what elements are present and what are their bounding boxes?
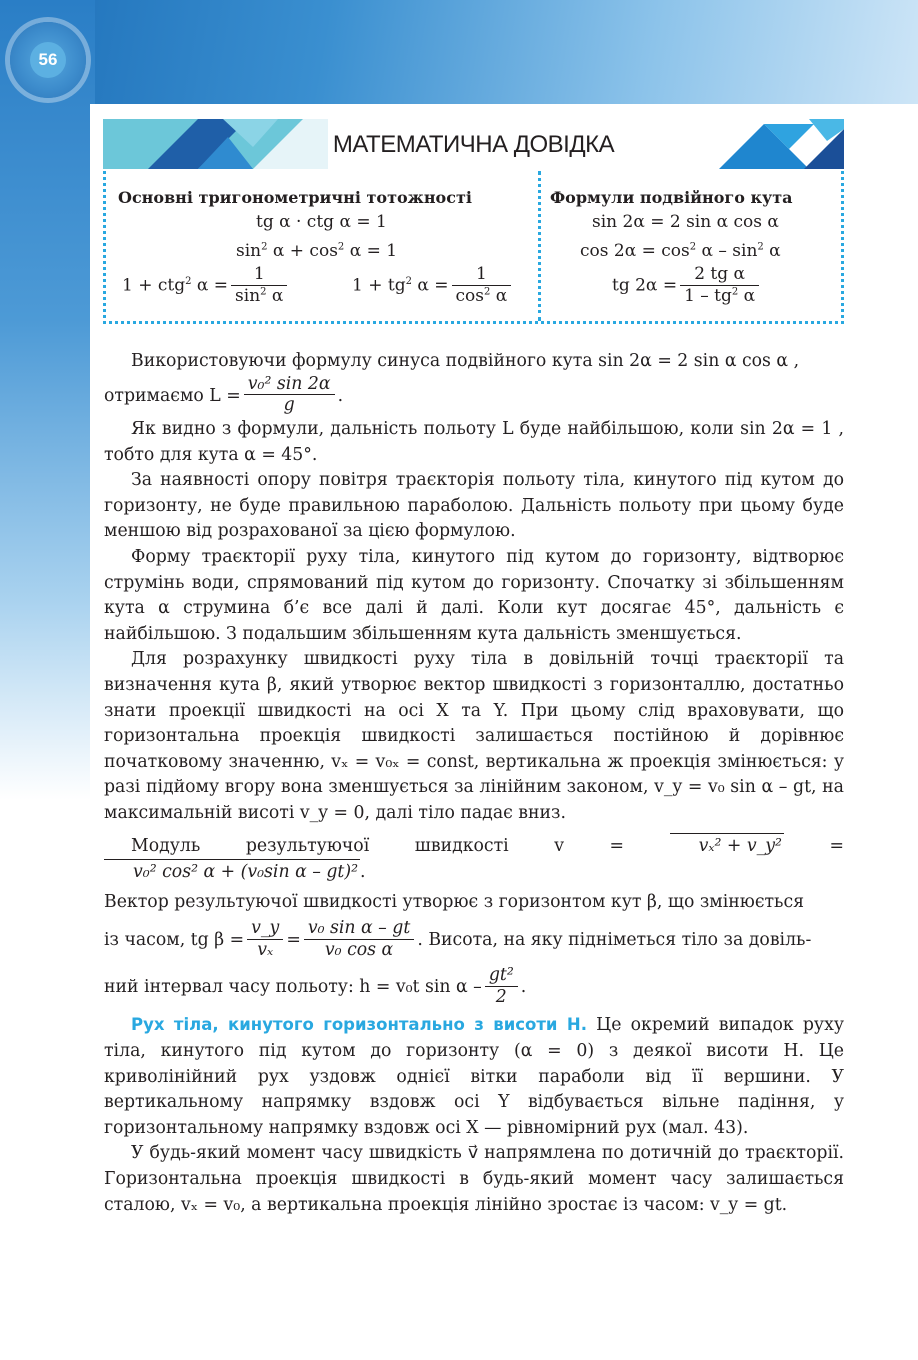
reference-box	[103, 171, 844, 324]
paragraph: У будь-який момент часу швидкість v⃗ напрямлена по дотичній до траєкторії. Горизонтальна проекція швидкості в будь-який момент часу залишається сталою, vₓ = v₀, а вертикальна проекція лінійно зростає із часом: v_y = gt.	[104, 1143, 844, 1215]
paragraph: Вектор результуючої швидкості утворює з горизонтом кут β, що змінюється	[104, 891, 805, 912]
double-angle-tg: tg 2α = $\frac{\text{2 tg α}}{1 - tg^2 \alpha}$	[612, 265, 762, 307]
paragraph: За наявності опору повітря траєкторія польоту тіла, кинутого під кутом до горизонту, не буде правильною параболою. Дальність польоту при цьому буде меншою від розрахованої за цією формулою.	[104, 470, 844, 542]
page-number: 56	[30, 42, 66, 78]
paragraph: Використовуючи формулу синуса подвійного кута sin 2α = 2 sin α cos α ,	[131, 351, 800, 371]
identity-ctg-square: 1 + ctg$^2$ α = $\frac{1}{\sin^2 \alpha}$	[122, 265, 290, 307]
paragraph: Рух тіла, кинутого горизонтально з висоти H. Це окремий випадок руху тіла, кинутого під кутом до горизонту (α = 0) з деякої висоти H. Це криволінійний рух уздовж однієї вітки параболи від її вершини. У вертикальному напрямку вздовж осі Y відбувається вільне падіння, у горизонтальному напрямку вздовж осі X — рівномірний рух (мал. 43).	[104, 1015, 844, 1138]
identity-tg-square: $1 + tg^2$ α = $\frac{1}{\cos^2 \alpha}$	[352, 265, 514, 307]
paragraph: Як видно з формули, дальність польоту L буде найбільшою, коли sin 2α = 1 , тобто для кута α = 45°.	[104, 419, 844, 465]
page-number-badge	[10, 22, 86, 98]
paragraph: Форму траєкторії руху тіла, кинутого під кутом до горизонту, відтворює струмінь води, спрямований під кутом до горизонту. Спочатку зі збільшенням кута α струмина б’є все далі й далі. Коли кут досягає 45°, дальність є найбільшою. З подальшим збільшенням кута дальність зменшується.	[104, 547, 844, 644]
double-angle-sin: sin 2α = 2 sin α cos α	[592, 212, 779, 232]
body-text	[104, 349, 844, 1218]
reference-divider	[538, 171, 541, 321]
reference-title: МАТЕМАТИЧНА ДОВІДКА	[332, 131, 615, 158]
height-formula-line: ний інтервал часу польоту: h = v₀t sin α – $\frac{\text{gt²}}{2}$ .	[104, 964, 527, 1007]
reference-header	[103, 119, 844, 169]
section-heading-horizontal-throw: Рух тіла, кинутого горизонтально з висоти H.	[131, 1015, 587, 1035]
double-angle-cos: $\cos 2\alpha = \cos^2 \alpha - \sin^2 \alpha$	[580, 241, 781, 261]
identity-tg-ctg: tg α · ctg α = 1	[256, 212, 387, 232]
angle-formula-line: із часом, tg β = $\frac{v\_y}{\text{vₓ}}$ = $\frac{\text{v₀ sin α – gt}}{\text{v₀ cos α}}$ . Висота, на яку підніметься тіло за довіль-	[104, 918, 812, 961]
paragraph: Для розрахунку швидкості руху тіла в довільній точці траєкторії та визначення кута β, який утворює вектор швидкості з горизонталлю, достатньо знати проекції швидкості на осі X та Y. При цьому слід враховувати, що горизонтальна проекція швидкості залишається постійною й дорівнює початковому значенню, vₓ = v₀ₓ = const, вертикальна ж проекція змінюється: у разі підйому вгору вона зменшується за лінійним законом, v_y = v₀ sin α – gt, на максимальній висоті v_y = 0, далі тіло падає вниз.	[104, 649, 844, 823]
double-angle-heading: Формули подвійного кута	[550, 188, 793, 207]
range-formula-line: отримаємо L = $\frac{\text{v₀² sin 2α}}{g}$ .	[104, 373, 344, 416]
trig-identities-heading: Основні тригонометричні тотожності	[118, 188, 472, 207]
speed-modulus-line: Модуль результуючої швидкості v = vₓ² + v_y² = v₀² cos² α + (v₀sin α – gt)² .	[104, 833, 844, 886]
identity-sin-cos: $\sin^2 \alpha + \cos^2 \alpha = 1$	[236, 241, 398, 261]
page-background-left	[0, 0, 95, 800]
